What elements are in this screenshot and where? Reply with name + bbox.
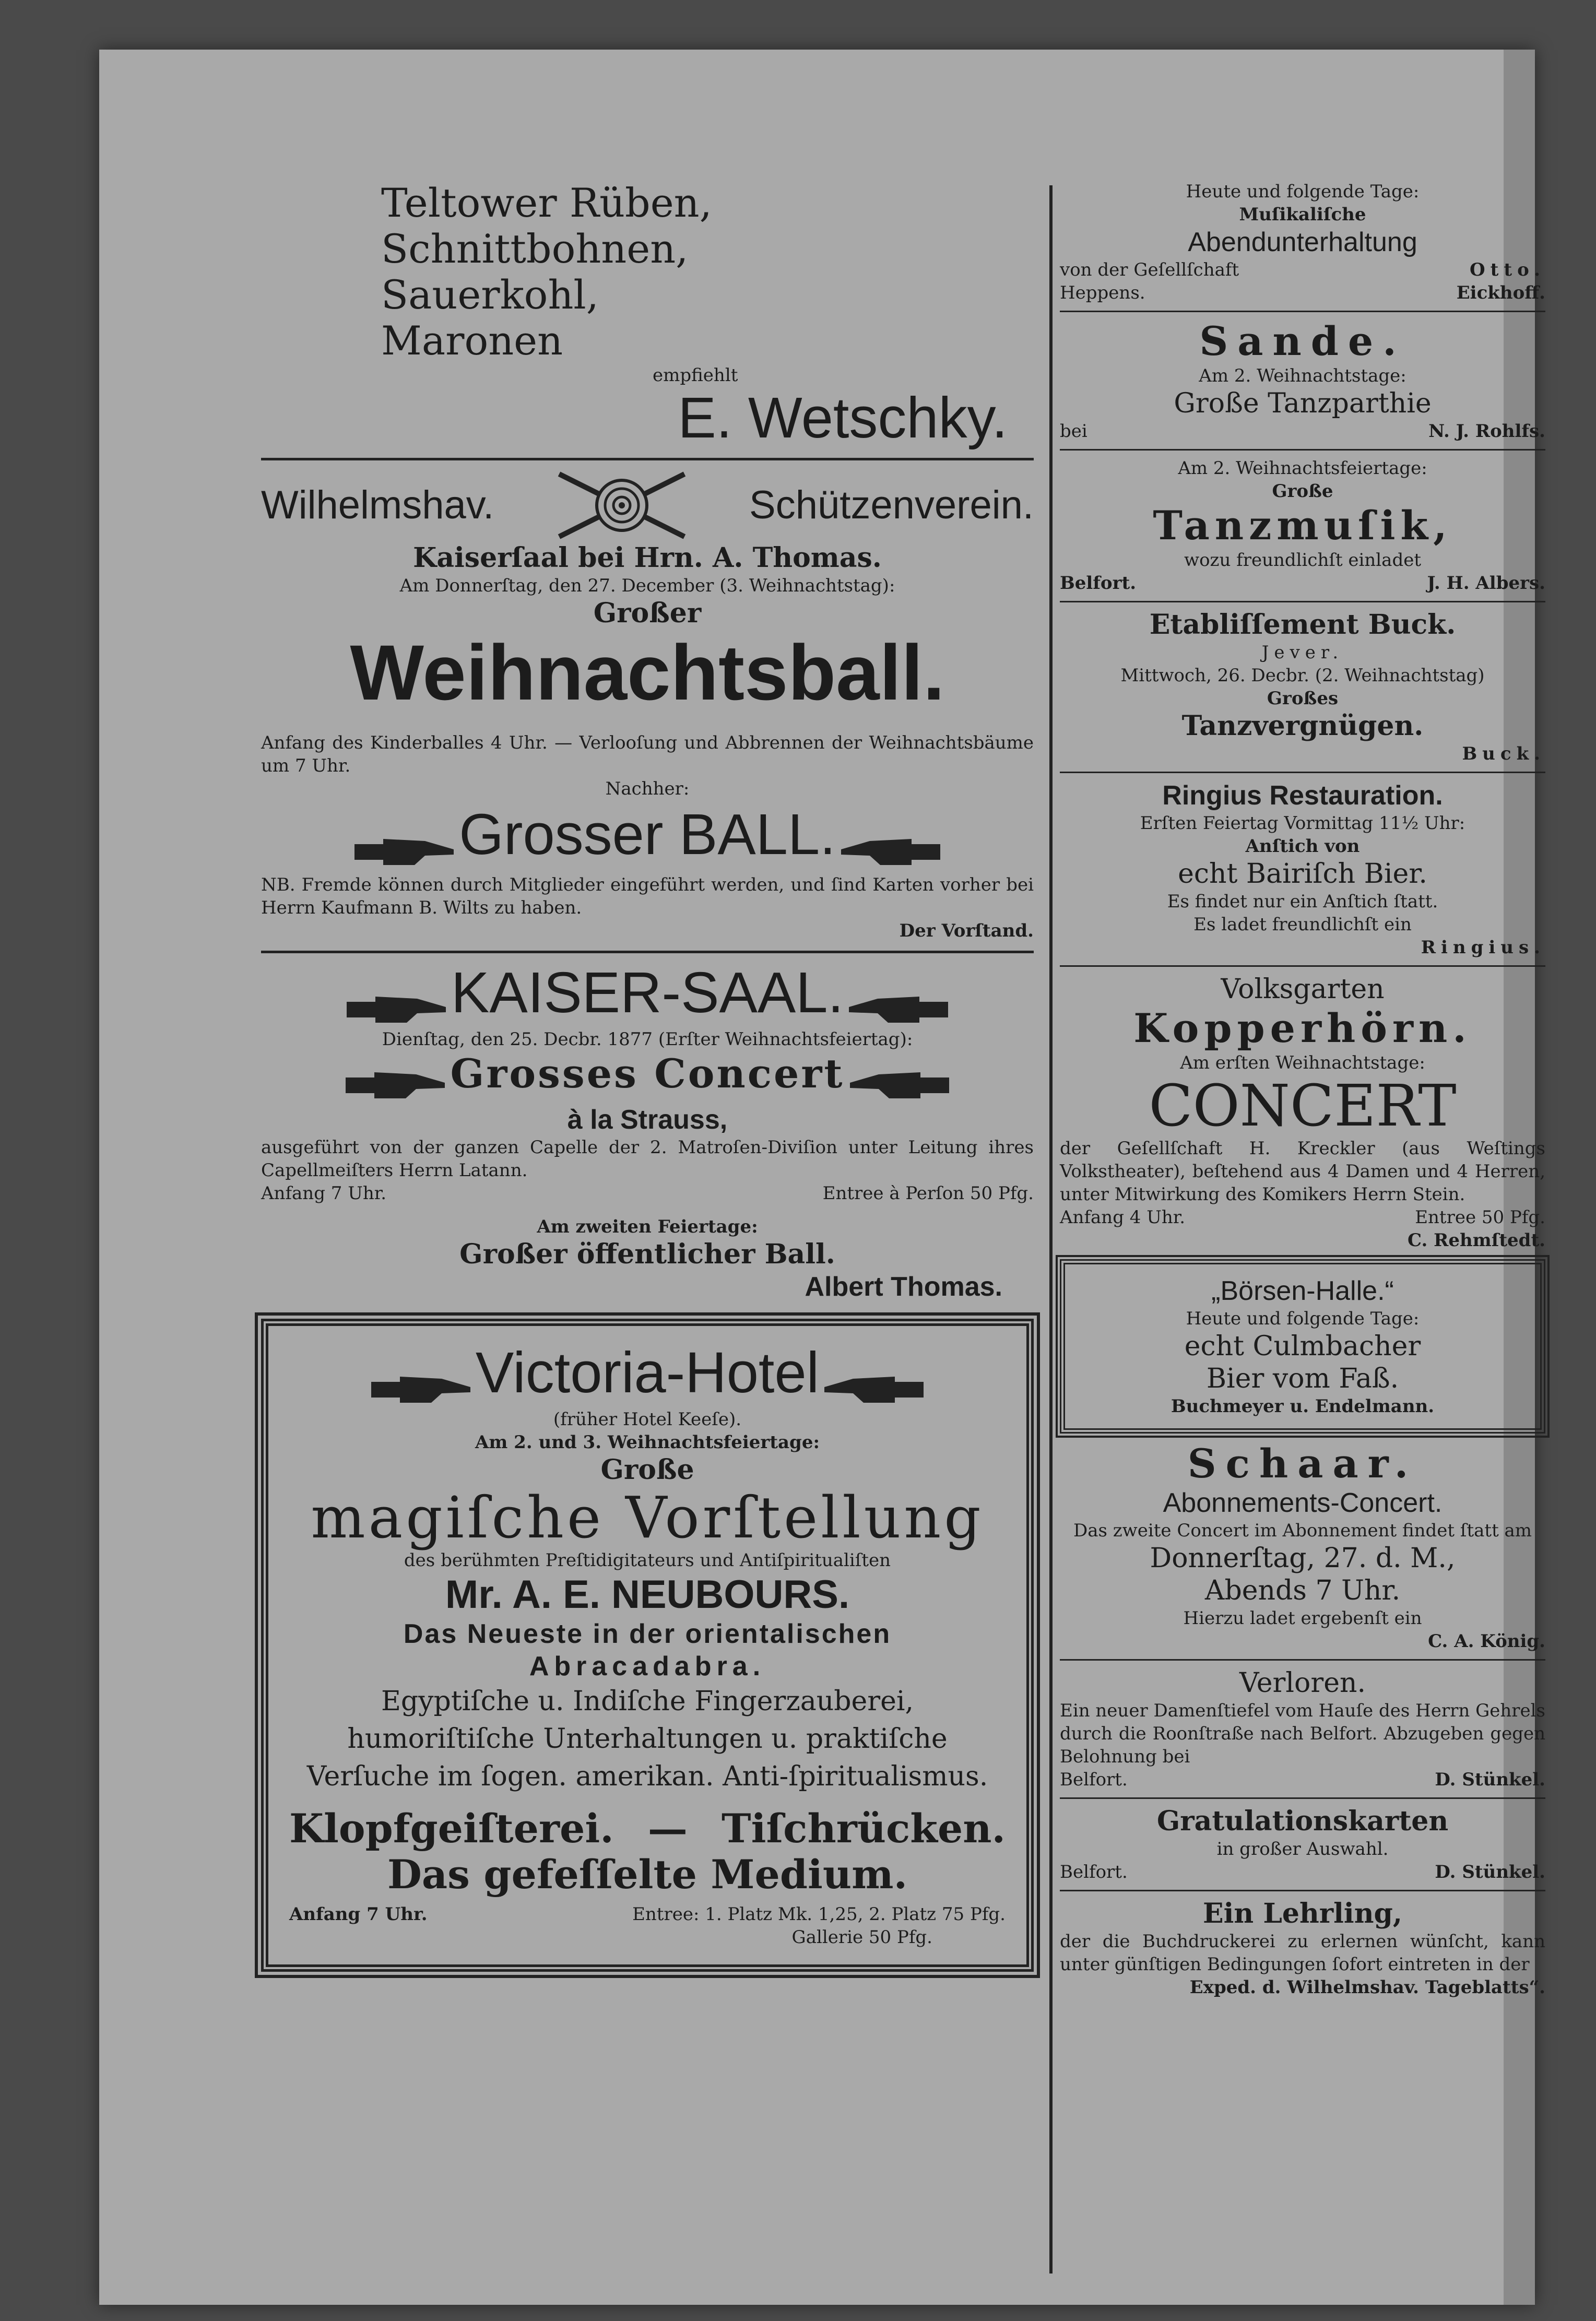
second-day: Am zweiten Feiertage: — [537, 1216, 758, 1237]
kaisersaal-title: KAISER-SAAL. — [451, 960, 844, 1025]
subtitle: in großer Auswahl. — [1216, 1839, 1389, 1860]
divider — [1060, 1890, 1545, 1891]
ad-line: Teltower Rüben, — [381, 180, 712, 226]
divider — [1060, 1659, 1545, 1661]
place: Belfort. — [1060, 1769, 1128, 1790]
divider — [1060, 1797, 1545, 1799]
date: Donnerſtag, 27. d. M., — [1150, 1543, 1456, 1574]
subtitle: Abonnements-Concert. — [1163, 1488, 1443, 1518]
day: Am erſten Weihnachtstage: — [1180, 1052, 1425, 1073]
pointing-hand-icon — [369, 1371, 473, 1408]
schaar-title: Schaar. — [1187, 1440, 1418, 1487]
grosse: Große — [600, 1454, 694, 1486]
grosser-ball: Grosser BALL. — [459, 802, 836, 867]
info: Das zweite Concert im Abonnement findet ſtatt am — [1073, 1520, 1532, 1541]
pointing-hand-icon — [847, 1067, 952, 1104]
pointing-hand-icon — [352, 834, 456, 870]
concert-info: ausgeführt von der ganzen Capelle der 2. Matroſen-Diviſion unter Leitung ihres Capellmeiſters Herrn Latann. — [261, 1136, 1034, 1181]
host: D. Stünkel. — [1435, 1862, 1545, 1882]
public-ball: Großer öffentlicher Ball. — [459, 1238, 835, 1270]
host: J. H. Albers. — [1427, 573, 1545, 594]
host: Eickhoff. — [1456, 282, 1545, 303]
concert: CONCERT — [1149, 1072, 1457, 1139]
ad-line: Schnittbohnen, — [381, 226, 689, 272]
event-info: Anfang des Kinderballes 4 Uhr. — Verlooſung und Abbrennen der Weihnachtsbäume um 7 Uhr. — [261, 732, 1034, 776]
intro: Volksgarten — [1221, 974, 1385, 1005]
hotel-title: Victoria-Hotel — [475, 1340, 820, 1405]
invite: wozu freundlichſt einladet — [1184, 550, 1422, 571]
by: von der Geſellſchaft — [1060, 259, 1239, 280]
time: Abends 7 Uhr. — [1204, 1575, 1401, 1606]
beer-line-1: echt Culmbacher — [1184, 1331, 1421, 1362]
ad-otto — [1060, 180, 1545, 304]
host: C. A. König. — [1428, 1631, 1545, 1652]
grosses: Großes — [1267, 688, 1339, 709]
ad-line: Sauerkohl, — [381, 271, 599, 318]
entry-price: Entree à Perſon 50 Pfg. — [822, 1182, 1034, 1204]
ad-schaar — [1060, 1441, 1545, 1653]
column-rule — [1049, 185, 1053, 2273]
info: Ein neuer Damenſtiefel vom Hauſe des Herrn Gehrels durch die Roonſtraße nach Belfort. Abzugeben gegen Belohnung bei — [1060, 1700, 1545, 1767]
sande-title: Sande. — [1199, 318, 1406, 364]
ad-lehrling — [1060, 1898, 1545, 1999]
dash: — — [647, 1805, 688, 1852]
beer: echt Bairiſch Bier. — [1178, 858, 1427, 890]
newspaper-page — [99, 50, 1545, 2305]
ad-buck — [1060, 609, 1545, 765]
anstich: Anſtich von — [1245, 836, 1360, 857]
host: C. Rehmſtedt. — [1408, 1230, 1545, 1251]
ad-sande — [1060, 318, 1545, 443]
day: Am 2. Weihnachtstage: — [1199, 365, 1406, 386]
club-city: Wilhelmshav. — [261, 483, 494, 527]
info: der die Buchdruckerei zu erlernen wünſcht, kann unter günſtigen Bedingungen ſofort eintreten in der — [1060, 1931, 1545, 1975]
grosse: Große — [1272, 481, 1333, 502]
divider — [1060, 311, 1545, 312]
abracadabra: Abracadabra. — [529, 1651, 766, 1681]
recommends: empfiehlt — [653, 365, 738, 386]
event-date: Am Donnerſtag, den 27. December (3. Weihnachtstag): — [399, 575, 895, 596]
start-time: Anfang 4 Uhr. — [1060, 1207, 1186, 1228]
intro: Heute und folgende Tage: — [1186, 1308, 1420, 1329]
lehrling-title: Ein Lehrling, — [1203, 1898, 1402, 1929]
signature: Der Vorſtand. — [899, 920, 1034, 941]
ad-schuetzenverein — [261, 469, 1034, 942]
intro: Heute und folgende Tage: — [1186, 181, 1420, 202]
tisch: Tiſchrücken. — [722, 1805, 1006, 1852]
right-column — [1060, 180, 1545, 1999]
club-name: Schützenverein. — [749, 483, 1034, 527]
host: N. J. Rohlfs. — [1428, 421, 1545, 442]
grosser: Großer — [593, 597, 702, 629]
strauss: à la Strauss, — [567, 1104, 728, 1135]
day: Am 2. Weihnachtsfeiertage: — [1178, 458, 1427, 479]
invite: Es ladet freundlichſt ein — [1193, 914, 1412, 935]
ad-line: Maronen — [381, 317, 563, 364]
place: Jever. — [1261, 642, 1344, 663]
event-date: Dienſtag, den 25. Decbr. 1877 (Erſter Weihnachtsfeiertag): — [382, 1029, 913, 1050]
divider — [1060, 772, 1545, 773]
buck-title: Etabliſſement Buck. — [1149, 609, 1456, 641]
entry-price: Entree: 1. Platz Mk. 1,25, 2. Platz 75 Pfg. — [632, 1904, 1006, 1925]
otto-title: Abendunterhaltung — [1188, 227, 1417, 257]
left-column — [261, 180, 1034, 1972]
divider — [261, 458, 1034, 460]
nachher: Nachher: — [605, 778, 690, 799]
pointing-hand-icon — [343, 1067, 447, 1104]
gallery-price: Gallerie 50 Pfg. — [791, 1927, 932, 1948]
pointing-hand-icon — [822, 1371, 926, 1408]
event: Tanzmuſik, — [1153, 502, 1452, 549]
time: Erſten Feiertag Vormittag 11½ Uhr: — [1140, 813, 1465, 834]
host: Buchmeyer u. Endelmann. — [1171, 1396, 1435, 1417]
ad-ringius — [1060, 779, 1545, 959]
kind: Muſikaliſche — [1239, 204, 1366, 225]
pointing-hand-icon — [846, 991, 951, 1028]
merchant-name: E. Wetschky. — [678, 386, 1008, 450]
ad-gratulationskarten — [1060, 1805, 1545, 1884]
klopf: Klopfgeiſterei. — [289, 1805, 614, 1852]
host: Ringius. — [1421, 937, 1545, 958]
gratulation-title: Gratulationskarten — [1156, 1805, 1449, 1837]
date: Mittwoch, 26. Decbr. (2. Weihnachtstag) — [1120, 665, 1485, 686]
kopperhoern-title: Kopperhörn. — [1133, 1005, 1472, 1051]
event-title: Weihnachtsball. — [350, 629, 945, 716]
divider — [1060, 601, 1545, 602]
verloren-title: Verloren. — [1239, 1667, 1366, 1699]
concert-title: Grosses Concert — [450, 1050, 845, 1097]
divider — [1060, 965, 1545, 967]
event: Tanzvergnügen. — [1181, 710, 1424, 742]
ad-kopperhoern — [1060, 973, 1545, 1252]
place: Belfort. — [1060, 573, 1137, 594]
place: Heppens. — [1060, 282, 1145, 303]
entry-price: Entree 50 Pfg. — [1415, 1207, 1545, 1228]
ad-verloren — [1060, 1667, 1545, 1791]
signature: Albert Thomas. — [805, 1271, 1002, 1302]
show-title: magiſche Vorſtellung — [311, 1484, 984, 1551]
crossed-rifles-target-icon — [554, 469, 690, 542]
start-time: Anfang 7 Uhr. — [289, 1904, 428, 1925]
host: D. Stünkel. — [1435, 1769, 1545, 1790]
boersen-title: „Börsen-Halle.“ — [1211, 1276, 1394, 1306]
former-name: (früher Hotel Keeſe). — [553, 1409, 742, 1430]
invite: Hierzu ladet ergebenſt ein — [1183, 1608, 1422, 1629]
pointing-hand-icon — [344, 991, 448, 1028]
concert-info: der Geſellſchaft H. Kreckler (aus Weſtings Volkstheater), beſtehend aus 4 Damen und 4 Herren, unter Mitwirkung des Komikers Herrn Stein. — [1060, 1138, 1545, 1205]
magic-desc: Egyptiſche u. Indiſche Fingerzauberei, humoriſtiſche Unterhaltungen u. praktiſche Verſuche im ſogen. amerikan. Anti-ſpiritualismus. — [306, 1686, 988, 1792]
ad-belfort-tanzmusik — [1060, 457, 1545, 595]
event: Große Tanzparthie — [1174, 388, 1432, 419]
place: Belfort. — [1060, 1862, 1128, 1882]
event-days: Am 2. und 3. Weihnachtsfeiertage: — [475, 1432, 820, 1453]
ringius-title: Ringius Restauration. — [1162, 780, 1443, 811]
venue: Kaiserſaal bei Hrn. A. Thomas. — [413, 542, 882, 574]
host: Buck. — [1462, 743, 1545, 764]
at: bei — [1060, 421, 1087, 442]
performer-name: Mr. A. E. NEUBOURS. — [445, 1572, 850, 1617]
nb-note: NB. Fremde können durch Mitglieder eingeführt werden, und ſind Karten vorher bei Herrn Kaufmann B. Wilts zu haben. — [261, 874, 1034, 918]
note: Es findet nur ein Anſtich ſtatt. — [1167, 891, 1438, 912]
newest: Das Neueste in der orientalischen — [403, 1619, 892, 1649]
ad-wetschky — [261, 180, 1034, 449]
performer-desc: des berühmten Preſtidigitateurs und Antiſpiritualiſten — [404, 1550, 891, 1571]
host: Exped. d. Wilhelmshav. Tageblatts“. — [1189, 1977, 1545, 1998]
beer-line-2: Bier vom Faß. — [1206, 1363, 1399, 1394]
divider — [1060, 449, 1545, 451]
ad-victoria-hotel — [261, 1319, 1034, 1972]
ad-boersen-halle — [1060, 1259, 1545, 1434]
troupe-name: Otto. — [1470, 259, 1545, 280]
divider — [261, 951, 1034, 953]
start-time: Anfang 7 Uhr. — [261, 1182, 387, 1204]
pointing-hand-icon — [838, 834, 943, 870]
ad-kaisersaal — [261, 962, 1034, 1303]
medium: Das gefeſſelte Medium. — [387, 1851, 908, 1898]
